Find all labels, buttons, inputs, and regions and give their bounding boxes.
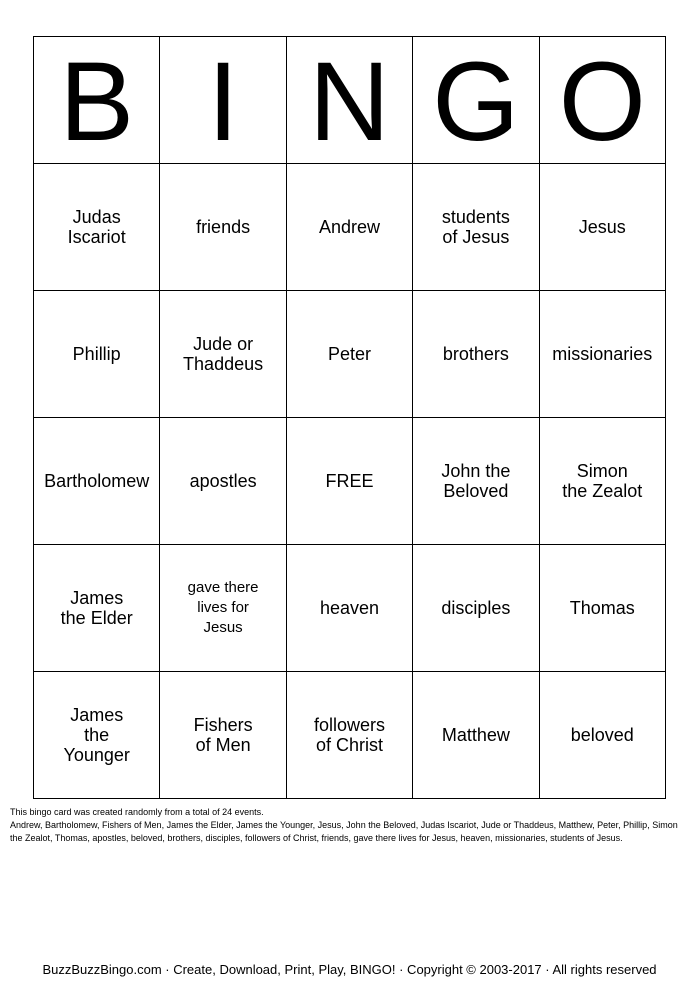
header-cell-g [413, 37, 539, 164]
page-footer: BuzzBuzzBingo.com · Create, Download, Print, Play, BINGO! · Copyright © 2003-2017 · All rights reserved [42, 962, 657, 977]
bingo-cell [160, 418, 286, 545]
bingo-card [33, 36, 666, 799]
header-cell-b [34, 37, 160, 164]
bingo-cell [34, 418, 160, 545]
cell-text: heaven [319, 598, 379, 618]
bingo-row [34, 672, 666, 799]
header-letter: O [558, 39, 646, 164]
header-letter: I [207, 39, 239, 164]
cell-text: missionaries [552, 344, 653, 364]
notes-summary: This bingo card was created randomly from a total of 24 events. [10, 807, 264, 817]
header-letter: B [59, 39, 135, 164]
bingo-cell [286, 545, 412, 672]
bingo-cell [286, 164, 412, 291]
cell-text: Fishers of Men [193, 715, 253, 755]
bingo-cell [413, 672, 539, 799]
card-notes [10, 806, 690, 845]
cell-text: Phillip [72, 344, 121, 364]
bingo-cell [286, 672, 412, 799]
header-letter: N [309, 39, 390, 164]
cell-text: Simon the Zealot [562, 461, 643, 501]
bingo-cell [413, 291, 539, 418]
cell-text: friends [196, 217, 251, 237]
free-space-cell [286, 418, 412, 545]
bingo-cell [34, 164, 160, 291]
bingo-cell [539, 164, 665, 291]
bingo-cell [34, 672, 160, 799]
bingo-row [34, 164, 666, 291]
bingo-cell [413, 164, 539, 291]
notes-event-list: Andrew, Bartholomew, Fishers of Men, James the Elder, James the Younger, Jesus, John the Beloved, Judas Iscariot, Jude or Thaddeus, Matthew, Peter, Phillip, Simon the Zealot, Thomas, apostles, beloved, brothers, disciples, followers of Christ, friends, gave there lives for Jesus, heaven, missionaries, students of Jesus. [10, 820, 678, 843]
bingo-cell [539, 291, 665, 418]
bingo-cell [539, 672, 665, 799]
cell-text: Thomas [569, 598, 635, 618]
bingo-cell [34, 291, 160, 418]
cell-text: brothers [442, 344, 509, 364]
cell-text: followers of Christ [313, 715, 385, 755]
bingo-cell [34, 545, 160, 672]
cell-text: James the Younger [63, 705, 130, 765]
cell-text: students of Jesus [441, 207, 510, 247]
bingo-header-row [34, 37, 666, 164]
header-cell-n [286, 37, 412, 164]
cell-text: disciples [441, 598, 511, 618]
bingo-cell [539, 545, 665, 672]
bingo-cell [160, 164, 286, 291]
cell-text: Bartholomew [44, 471, 150, 491]
bingo-cell [160, 672, 286, 799]
cell-text: Matthew [441, 725, 510, 745]
bingo-cell [539, 418, 665, 545]
header-cell-i [160, 37, 286, 164]
cell-text: gave there lives for Jesus [187, 579, 259, 636]
bingo-row [34, 418, 666, 545]
header-letter: G [432, 39, 520, 164]
cell-text: apostles [189, 471, 257, 491]
bingo-cell [413, 418, 539, 545]
cell-text: Jude or Thaddeus [183, 334, 264, 374]
header-cell-o [539, 37, 665, 164]
cell-text: Andrew [318, 217, 380, 237]
bingo-row [34, 545, 666, 672]
cell-text: Peter [327, 344, 371, 364]
bingo-cell [160, 545, 286, 672]
cell-text: Judas Iscariot [67, 207, 126, 247]
bingo-cell [160, 291, 286, 418]
bingo-cell [413, 545, 539, 672]
bingo-cell [286, 291, 412, 418]
free-space-text: FREE [325, 471, 374, 491]
cell-text: John the Beloved [441, 461, 511, 501]
bingo-row [34, 291, 666, 418]
cell-text: beloved [570, 725, 634, 745]
cell-text: Jesus [578, 217, 626, 237]
cell-text: James the Elder [60, 588, 133, 628]
